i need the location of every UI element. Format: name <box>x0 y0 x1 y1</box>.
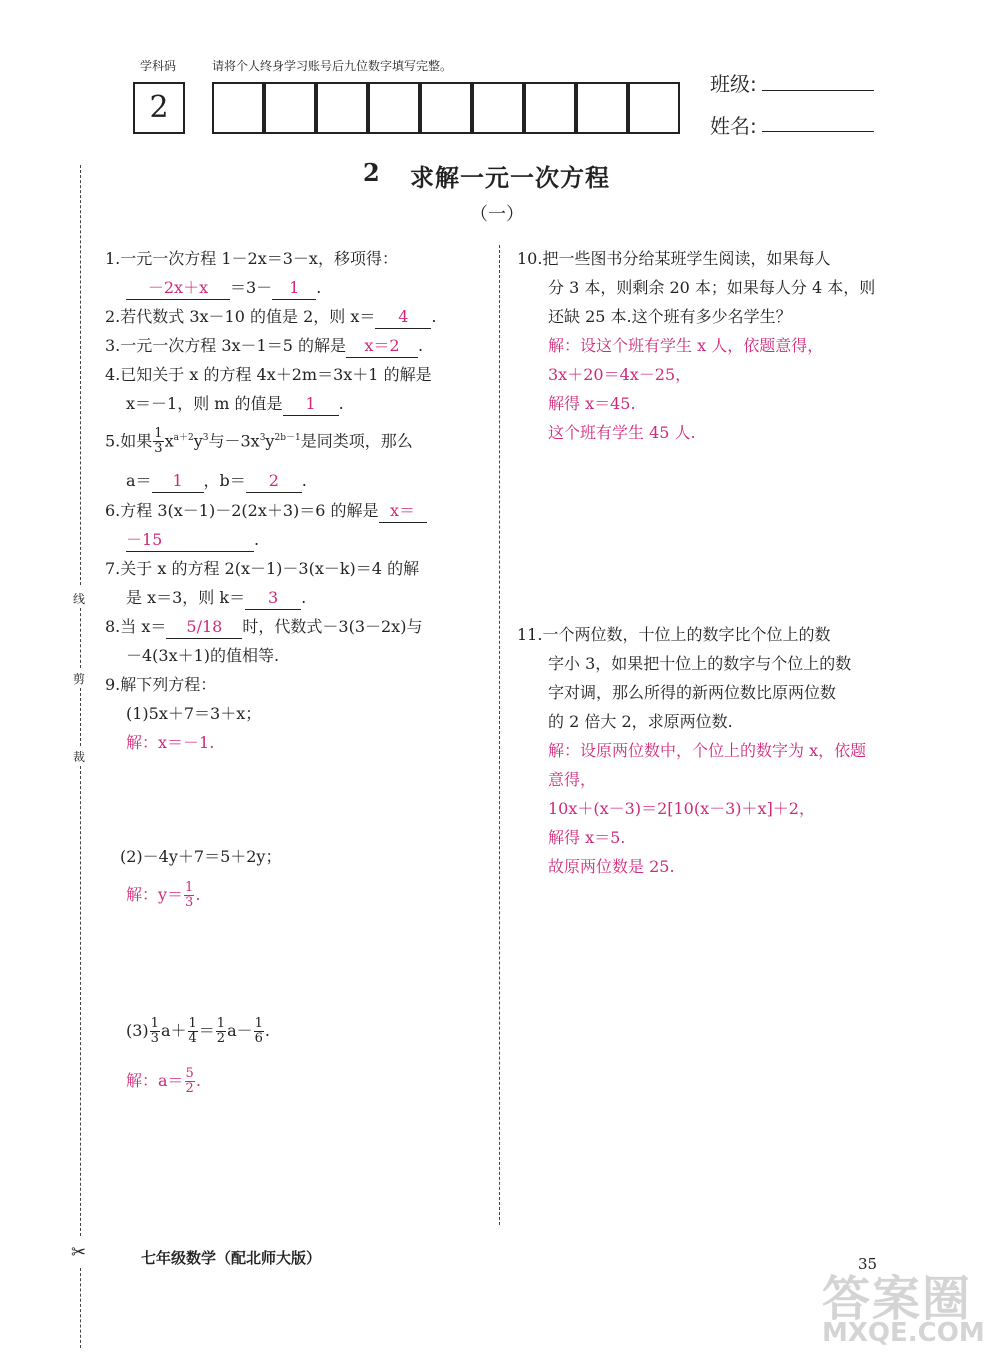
class-field[interactable] <box>762 90 874 91</box>
q5-post: 是同类项，那么 <box>300 431 413 451</box>
q9-answer-2-pre: 解：y＝ <box>126 885 184 904</box>
q3-text: 一元一次方程 3x－1＝5 的解是 <box>120 336 347 355</box>
q4-end: . <box>338 394 344 413</box>
q5-b-blank[interactable]: 2 <box>246 470 302 493</box>
q1-blank-2[interactable]: 1 <box>272 277 316 300</box>
q5-sup-2: 3 <box>202 433 209 443</box>
q4-line-1: 已知关于 x 的方程 4x＋2m＝3x＋1 的解是 <box>120 365 432 384</box>
q2-number: 2. <box>105 307 121 326</box>
q7-line-2: 是 x＝3，则 k＝ <box>126 588 246 607</box>
q1-number: 1. <box>105 249 121 268</box>
q11-answer-2: 意得， <box>548 770 597 789</box>
q5-sup-1: a＋2 <box>173 433 194 443</box>
page-number: 35 <box>858 1255 878 1273</box>
book-title: 七年级数学（配北师大版） <box>141 1249 322 1267</box>
q1-text: 一元一次方程 1－2x＝3－x，移项得： <box>120 249 398 268</box>
q5-expr-y: y <box>193 431 203 451</box>
q6-number: 6. <box>105 501 121 520</box>
cut-line-seg2 <box>80 608 81 668</box>
q5-expr-x: x <box>164 431 174 451</box>
q10-line-2: 分 3 本，则剩余 20 本；如果每人分 4 本，则 <box>548 278 876 297</box>
q11-number: 11. <box>517 625 543 644</box>
q9-answer-2-fraction: $\frac{1}{3}$ <box>185 880 194 910</box>
q11-line-4: 的 2 倍大 2，求原两位数. <box>548 712 733 731</box>
column-divider <box>499 245 500 1225</box>
scissors-icon: ✂ <box>71 1242 87 1263</box>
q5-b-label: ，b＝ <box>203 471 246 490</box>
q9-part-3: (3) $\frac{1}{3}$ a＋ $\frac{1}{4}$ ＝ $\frac{1}{2}$ a－ $\frac{1}{6}$ . <box>126 1016 270 1046</box>
q3-end: . <box>418 336 424 355</box>
q10-line-3: 还缺 25 本.这个班有多少名学生？ <box>548 307 792 326</box>
q1-end: . <box>316 278 322 297</box>
q3-blank[interactable]: x＝2 <box>346 335 418 358</box>
name-label: 姓名: <box>710 114 757 138</box>
q6-blank-1[interactable]: x＝ <box>379 500 427 523</box>
q10-answer-4: 这个班有学生 45 人. <box>548 423 696 442</box>
q5-a-label: a＝ <box>126 471 152 490</box>
question-3 <box>105 331 423 360</box>
q5-end: . <box>301 471 307 490</box>
watermark-logo: 答案圈 <box>822 1271 973 1327</box>
q10-number: 10. <box>517 249 543 268</box>
q11-line-2: 字小 3，如果把十位上的数字与个位上的数 <box>548 654 852 673</box>
q9-text: 解下列方程： <box>120 675 217 694</box>
q9-part-2: (2)－4y＋7＝5＋2y； <box>120 847 282 866</box>
subject-code-box <box>133 82 185 134</box>
name-field[interactable] <box>762 131 874 132</box>
q1-blank-1[interactable]: －2x＋x <box>126 277 230 300</box>
q2-end: . <box>431 307 437 326</box>
q5-sup-3: 3 <box>259 433 266 443</box>
q1-mid: ＝3－ <box>230 278 273 297</box>
q10-line-1: 把一些图书分给某班学生阅读，如果每人 <box>542 249 831 268</box>
q6-text: 方程 3(x－1)－2(2x＋3)＝6 的解是 <box>120 501 379 520</box>
section-number: 2 <box>363 158 380 187</box>
q6-end: . <box>254 530 260 549</box>
subject-code-value: 2 <box>149 90 169 125</box>
q5-a-blank[interactable]: 1 <box>152 470 204 493</box>
q7-number: 7. <box>105 559 121 578</box>
q4-number: 4. <box>105 365 121 384</box>
q2-text: 若代数式 3x－10 的值是 2，则 x＝ <box>120 307 376 326</box>
q9-part-1: (1)5x＋7＝3＋x； <box>126 704 262 723</box>
q11-line-3: 字对调，那么所得的新两位数比原两位数 <box>548 683 837 702</box>
q2-blank[interactable]: 4 <box>375 306 431 329</box>
q8-line-2: －4(3x＋1)的值相等. <box>126 646 280 665</box>
q9-answer-1: 解：x＝－1. <box>126 733 215 752</box>
q9-answer-2-end: . <box>195 885 201 904</box>
q8-number: 8. <box>105 617 121 636</box>
question-2 <box>105 302 436 331</box>
cut-line-xian: 线 <box>73 592 86 606</box>
q4-line-2: x＝－1，则 m 的值是 <box>126 394 283 413</box>
q7-end: . <box>301 588 307 607</box>
q4-blank[interactable]: 1 <box>283 393 339 416</box>
q10-answer-2: 3x＋20＝4x－25， <box>548 365 692 384</box>
q11-answer-5: 故原两位数是 25. <box>548 857 675 876</box>
q7-line-1: 关于 x 的方程 2(x－1)－3(x－k)＝4 的解 <box>120 559 420 578</box>
cut-line-seg4 <box>80 766 81 1236</box>
page-subtitle: （一） <box>470 204 524 225</box>
cut-line-bottom <box>80 1268 81 1348</box>
q8-blank[interactable]: 5/18 <box>166 616 242 639</box>
q6-blank-2[interactable]: －15 <box>126 529 254 552</box>
cut-line-top <box>80 165 81 585</box>
cut-line-seg3 <box>80 688 81 746</box>
subject-code-label: 学科码 <box>140 59 177 73</box>
page-title: 求解一元一次方程 <box>410 163 610 192</box>
q11-answer-4: 解得 x＝5. <box>548 828 626 847</box>
q9-answer-3: 解：a＝ $\frac{5}{2}$ . <box>126 1066 201 1096</box>
q8-pre: 当 x＝ <box>120 617 167 636</box>
q5-mid: 与－3x <box>208 431 260 451</box>
q10-answer-1: 解：设这个班有学生 x 人，依题意得， <box>548 336 824 355</box>
q8-post: 时，代数式－3(3－2x)与 <box>242 617 423 636</box>
q5-sup-4: 2b－1 <box>274 433 301 443</box>
cut-line-jian: 剪 <box>73 672 86 686</box>
q11-answer-1: 解：设原两位数中，个位上的数字为 x，依题 <box>548 741 867 760</box>
q5-expr-y2: y <box>265 431 275 451</box>
account-instruction: 请将个人终身学习账号后九位数字填写完整。 <box>212 59 453 73</box>
class-label: 班级: <box>710 72 757 96</box>
q5-pre: 如果 <box>120 431 153 451</box>
q9-number: 9. <box>105 675 121 694</box>
q10-answer-3: 解得 x＝45. <box>548 394 636 413</box>
q11-answer-3: 10x＋(x－3)＝2[10(x－3)＋x]＋2， <box>548 799 815 818</box>
q11-line-1: 一个两位数，十位上的数字比个位上的数 <box>542 625 831 644</box>
q7-blank[interactable]: 3 <box>245 587 301 610</box>
cut-line-cai: 裁 <box>73 750 86 764</box>
q5-number: 5. <box>105 431 121 451</box>
q5-fraction: $\frac{1}{3}$ <box>154 426 163 457</box>
q3-number: 3. <box>105 336 121 355</box>
watermark-url: MXQE.COM <box>822 1318 985 1348</box>
